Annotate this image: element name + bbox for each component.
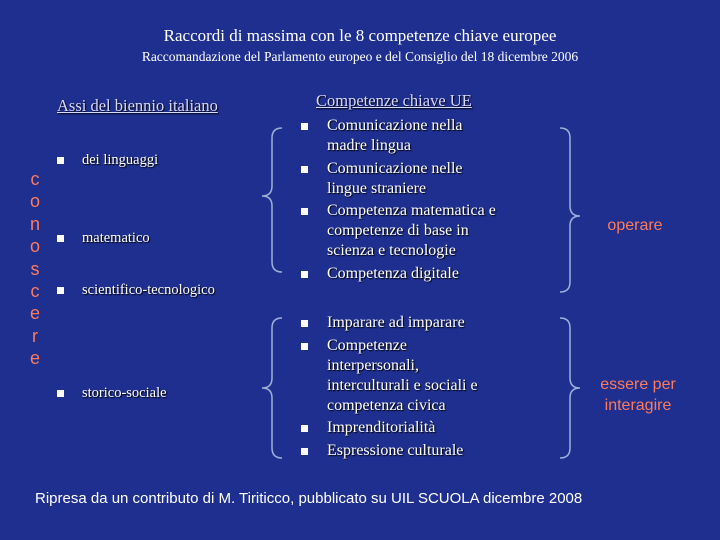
competence-line: scienza e tecnologie: [327, 242, 456, 259]
competence-line: Imprenditorialità: [327, 419, 436, 436]
vertical-letter: e: [29, 303, 40, 324]
axes-heading: Assi del biennio italiano: [57, 96, 218, 115]
bracket-group2-right: [560, 318, 580, 458]
competence-line: Comunicazione nella: [327, 117, 463, 134]
vertical-letter: c: [30, 169, 40, 189]
label-operare: operare: [607, 217, 663, 234]
competence-item: [327, 441, 463, 461]
bracket-group1-left: [262, 128, 282, 272]
side-label-line: essere per: [600, 376, 676, 393]
competence-line: Competenze: [327, 337, 407, 354]
competence-item: [327, 313, 465, 333]
vertical-letter: c: [30, 281, 40, 302]
competence-line: competenza civica: [327, 397, 446, 414]
competence-item: [327, 116, 463, 156]
bullet-icon: [301, 320, 308, 327]
slide-subtitle: Raccomandazione del Parlamento europeo e del Consiglio del 18 dicembre 2006: [141, 49, 579, 64]
competence-line: Imparare ad imparare: [327, 314, 465, 331]
bullet-icon: [301, 425, 308, 432]
bullet-icon: [301, 123, 308, 130]
label-essere-per-interagire: [578, 374, 698, 416]
competence-item: [327, 418, 435, 438]
bracket-group2-left: [262, 318, 282, 458]
side-label-line: interagire: [604, 397, 672, 414]
bullet-icon: [301, 166, 308, 173]
vertical-letter: n: [29, 213, 40, 234]
competence-item: [327, 159, 463, 199]
source-footer: Ripresa da un contributo di M. Tiriticco, pubblicato su UIL SCUOLA dicembre 2008: [35, 490, 583, 507]
axis-item-linguaggi: dei linguaggi: [82, 152, 159, 168]
competence-line: Competenza digitale: [327, 265, 459, 282]
bullet-icon: [301, 271, 308, 278]
competence-line: lingue straniere: [327, 180, 427, 197]
axis-item-scientifico: scientifico-tecnologico: [82, 282, 215, 298]
competenze-heading: Competenze chiave UE: [316, 91, 472, 110]
competence-item: [327, 201, 496, 261]
competence-line: Competenza matematica e: [327, 202, 496, 219]
competence-line: madre lingua: [327, 137, 411, 154]
competence-line: Espressione culturale: [327, 442, 464, 459]
slide-title: Raccordi di massima con le 8 competenze chiave europee: [163, 26, 557, 45]
competence-line: interculturali e sociali e: [327, 377, 478, 394]
vertical-letter: s: [30, 258, 40, 279]
competence-line: Comunicazione nelle: [327, 160, 463, 177]
axis-item-storico: storico-sociale: [82, 385, 167, 401]
competence-item: [327, 264, 459, 284]
vertical-letter: o: [29, 236, 40, 257]
competence-line: interpersonali,: [327, 357, 419, 374]
bullet-icon: [301, 448, 308, 455]
vertical-letter: r: [32, 325, 38, 346]
competence-item: [327, 336, 478, 416]
bullet-icon: [301, 343, 308, 350]
bracket-group1-right: [560, 128, 580, 292]
bullet-icon: [301, 208, 308, 215]
vertical-letter: e: [29, 348, 40, 369]
vertical-letter: o: [29, 191, 40, 212]
axis-item-matematico: matematico: [82, 230, 150, 246]
competence-line: competenze di base in: [327, 222, 469, 239]
